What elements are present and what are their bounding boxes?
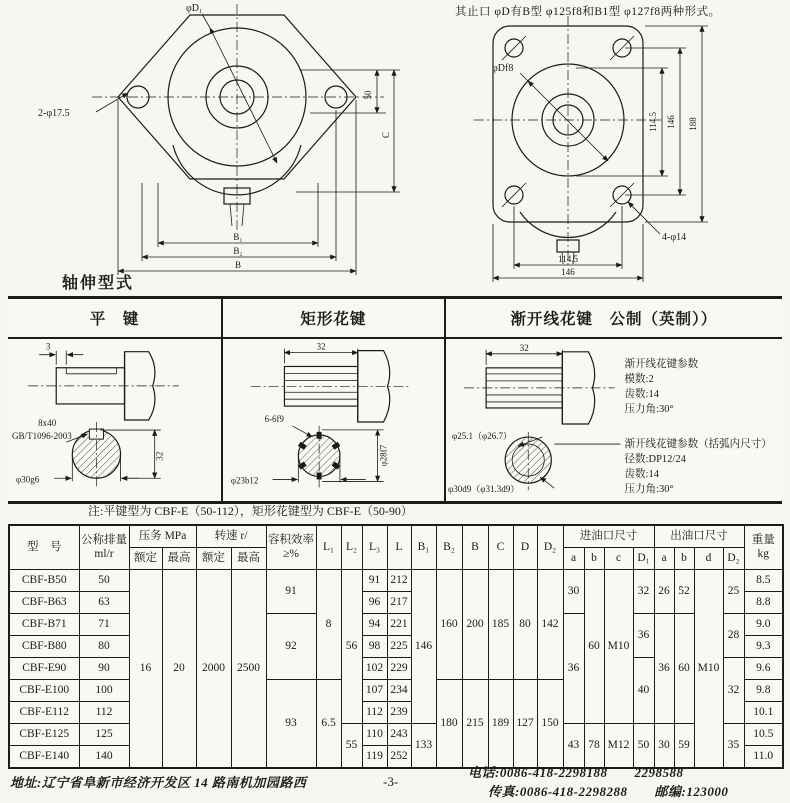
- col-displacement-line2: ml/r: [94, 547, 114, 560]
- table-row: [9, 570, 783, 592]
- weight-cell: 8.8: [744, 592, 783, 614]
- col-weight: [744, 525, 783, 570]
- spec-cell: 30: [654, 724, 674, 769]
- spec-cell: 52: [674, 570, 694, 614]
- spec-table: [8, 524, 784, 769]
- col-L: L: [387, 525, 411, 570]
- spec-cell: 60: [674, 614, 694, 724]
- dim-label-4phi14: 4-φ14: [662, 232, 687, 243]
- col-inlet-b: b: [584, 548, 604, 570]
- col-inlet-c: c: [604, 548, 633, 570]
- dim-50: 50: [363, 90, 373, 100]
- spec-cell: 142: [537, 570, 563, 680]
- dim-3: 3: [45, 341, 51, 352]
- spec-cell: 20: [162, 570, 196, 769]
- model-cell: CBF-E90: [9, 658, 79, 680]
- spec-cell: 239: [387, 702, 411, 724]
- spec-cell: 252: [387, 746, 411, 769]
- col-speed-rated: 额定: [196, 548, 231, 570]
- spec-cell: 146: [411, 570, 436, 724]
- involute-spline-cell: [446, 339, 784, 501]
- header-row-1: [9, 525, 783, 548]
- col-pressure-rated: 额定: [129, 548, 162, 570]
- model-cell: CBF-E112: [9, 702, 79, 724]
- footer-phone: 电话:0086-418-2298188 2298588: [468, 765, 684, 780]
- col-displacement: [79, 525, 129, 570]
- rect-spline-cell: [223, 339, 446, 501]
- spec-cell: 91: [266, 570, 316, 614]
- spec-cell: 215: [462, 680, 488, 769]
- flange-note: 其止口 φD有B型 φ125f8和B1型 φ127f8两种形式。: [455, 6, 721, 18]
- shaft-type-title-rect-spline: 矩形花键: [223, 299, 446, 337]
- col-inlet-a: a: [563, 548, 584, 570]
- col-speed: 转速 r/: [196, 525, 266, 548]
- involute-params-title: 渐开线花键参数: [624, 358, 699, 370]
- col-pressure: 压务 MPa: [129, 525, 196, 548]
- shaft-type-title-flat-key: 平 键: [8, 299, 223, 337]
- pump-flange-view-drawing: [456, 16, 788, 284]
- col-speed-max: 最高: [231, 548, 266, 570]
- dim-phi28f7: φ28f7: [378, 444, 389, 467]
- spec-cell: 102: [362, 658, 387, 680]
- shaft-type-header-row: [8, 299, 782, 339]
- col-C: C: [488, 525, 513, 570]
- col-B: B: [462, 525, 488, 570]
- spec-cell: 96: [362, 592, 387, 614]
- spec-cell: 127: [513, 680, 537, 769]
- model-cell: CBF-E140: [9, 746, 79, 769]
- spec-cell: 30: [563, 570, 584, 614]
- spec-cell: 200: [462, 570, 488, 680]
- dim-B1: B₁: [233, 232, 243, 242]
- dim-C: C: [381, 131, 391, 139]
- spec-cell: 8: [316, 570, 341, 680]
- weight-cell: 10.5: [744, 724, 783, 746]
- spec-cell: 36: [563, 614, 584, 724]
- spec-cell: 107: [362, 680, 387, 702]
- pump-front-view-drawing: [0, 0, 460, 285]
- spec-cell: 94: [362, 614, 387, 636]
- col-model: 型 号: [9, 525, 79, 570]
- footer-address: 地址:辽宁省阜新市经济开发区 14 路南机加园路西: [10, 775, 307, 790]
- dim-label-phiDf8: φDf8: [492, 63, 514, 74]
- model-cell: CBF-B80: [9, 636, 79, 658]
- involute-module: 模数:2: [624, 373, 654, 385]
- dim-114-5-h: 114.5: [558, 254, 578, 264]
- spec-cell: 36: [633, 614, 654, 658]
- spec-cell: 80: [513, 570, 537, 680]
- col-outlet-b: b: [674, 548, 694, 570]
- footer-fax: 传真:0086-418-2298288 邮编:123000: [488, 784, 729, 799]
- dim-label-phiD1: φD₁: [186, 3, 203, 14]
- spec-cell: 112: [79, 702, 129, 724]
- spec-cell: 150: [537, 680, 563, 769]
- col-weight-line1: 重量: [751, 534, 775, 547]
- spec-cell: 40: [633, 658, 654, 724]
- spec-cell: 6.5: [316, 680, 341, 769]
- col-B2: B₂: [436, 525, 462, 570]
- spec-cell: 160: [436, 570, 462, 680]
- involute-teeth: 齿数:14: [624, 388, 659, 400]
- spec-cell: 243: [387, 724, 411, 746]
- spec-cell: 229: [387, 658, 411, 680]
- spec-cell: 71: [79, 614, 129, 636]
- shaft-type-title-involute: 渐开线花键 公制（英制））: [510, 311, 718, 328]
- spec-cell: 43: [563, 724, 584, 769]
- spec-cell: 225: [387, 636, 411, 658]
- spec-cell: 119: [362, 746, 387, 769]
- col-L2: L₂: [341, 525, 362, 570]
- involute-pressure-angle2: 压力角:30°: [624, 484, 674, 496]
- spec-cell: 56: [341, 570, 362, 724]
- weight-cell: 8.5: [744, 570, 783, 592]
- spec-cell: 90: [79, 658, 129, 680]
- shaft-type-drawing-row: [8, 339, 782, 501]
- spec-cell: 55: [341, 724, 362, 769]
- involute-params2-title: 渐开线花键参数（括弧内尺寸）: [624, 439, 772, 451]
- col-pressure-max: 最高: [162, 548, 196, 570]
- col-inlet-group: 进油口尺寸: [563, 525, 654, 548]
- spec-cell: 212: [387, 570, 411, 592]
- spec-cell: 140: [79, 746, 129, 769]
- dim-phi25-1: φ25.1（φ26.7）: [452, 431, 513, 442]
- spec-cell: 36: [654, 614, 674, 724]
- spec-cell: M10: [604, 570, 633, 724]
- col-efficiency-line1: 容积效率: [268, 534, 315, 547]
- spec-cell: 91: [362, 570, 387, 592]
- weight-cell: 9.6: [744, 658, 783, 680]
- table-row: [9, 614, 783, 636]
- spec-cell: 59: [674, 724, 694, 769]
- spec-cell: 217: [387, 592, 411, 614]
- spec-cell: 92: [266, 614, 316, 680]
- spec-cell: 133: [411, 724, 436, 769]
- spec-cell: 234: [387, 680, 411, 702]
- col-inlet-D1: D₁: [633, 548, 654, 570]
- key-spec-standard: GB/T1096-2003: [12, 431, 72, 442]
- involute-dp: 径数:DP12/24: [624, 454, 686, 466]
- spec-cell: 32: [633, 570, 654, 614]
- dim-32-flat: 32: [154, 451, 165, 461]
- dim-188-v: 188: [688, 117, 698, 131]
- spec-cell: 180: [436, 680, 462, 769]
- model-cell: CBF-B71: [9, 614, 79, 636]
- spec-cell: 50: [79, 570, 129, 592]
- col-weight-line2: kg: [757, 547, 770, 560]
- dim-B: B: [234, 260, 242, 270]
- col-outlet-D2: D₂: [723, 548, 744, 570]
- table-row: [9, 724, 783, 746]
- dim-B2: B₂: [233, 246, 243, 256]
- col-outlet-a: a: [654, 548, 674, 570]
- dim-146-v: 146: [666, 115, 676, 129]
- model-cell: CBF-B63: [9, 592, 79, 614]
- flat-key-drawing: [8, 339, 221, 499]
- spec-cell: 28: [723, 614, 744, 658]
- involute-pressure-angle: 压力角:30°: [624, 403, 674, 415]
- spec-cell: 16: [129, 570, 162, 769]
- spec-cell: 63: [79, 592, 129, 614]
- key-spec-size: 8x40: [38, 418, 57, 429]
- spec-cell: 60: [584, 570, 604, 724]
- weight-cell: 9.0: [744, 614, 783, 636]
- spec-cell: 112: [362, 702, 387, 724]
- col-B1: B₁: [411, 525, 436, 570]
- spec-cell: 35: [723, 724, 744, 769]
- spec-cell: 185: [488, 570, 513, 680]
- weight-cell: 9.3: [744, 636, 783, 658]
- spec-cell: M10: [694, 570, 723, 769]
- model-cell: CBF-E125: [9, 724, 79, 746]
- spec-cell: M12: [604, 724, 633, 769]
- shaft-type-note: 注:平键型为 CBF-E（50-112），矩形花键型为 CBF-E（50-90）: [88, 504, 413, 518]
- col-outlet-group: 出油口尺寸: [654, 525, 744, 548]
- spec-cell: 100: [79, 680, 129, 702]
- involute-spline-drawing: [446, 339, 784, 499]
- col-D: D: [513, 525, 537, 570]
- spec-cell: 25: [723, 570, 744, 614]
- rect-spline-drawing: [223, 339, 444, 499]
- flat-key-cell: [8, 339, 223, 501]
- dim-114-5-v: 114.5: [648, 112, 658, 132]
- col-D2: D₂: [537, 525, 563, 570]
- page-number: -3-: [383, 774, 399, 789]
- col-efficiency: [266, 525, 316, 570]
- spec-cell: 80: [79, 636, 129, 658]
- spec-cell: 110: [362, 724, 387, 746]
- spec-cell: 2500: [231, 570, 266, 769]
- dim-32-involute: 32: [519, 342, 529, 353]
- weight-cell: 9.8: [744, 680, 783, 702]
- shaft-type-table: [8, 296, 782, 504]
- dim-label-2phi17: 2-φ17.5: [38, 108, 70, 119]
- spec-cell: 98: [362, 636, 387, 658]
- model-cell: CBF-E100: [9, 680, 79, 702]
- shaft-section-heading: 轴伸型式: [62, 275, 135, 292]
- spec-cell: 26: [654, 570, 674, 614]
- col-L3: L₃: [362, 525, 387, 570]
- col-L1: L₁: [316, 525, 341, 570]
- dim-146-h: 146: [561, 267, 575, 277]
- dim-phi30g6: φ30g6: [16, 474, 40, 485]
- spec-cell: 125: [79, 724, 129, 746]
- model-cell: CBF-B50: [9, 570, 79, 592]
- dim-phi30d9: φ30d9（φ31.3d9）: [448, 484, 520, 495]
- col-displacement-line1: 公称排量: [81, 534, 127, 547]
- spec-cell: 93: [266, 680, 316, 769]
- col-efficiency-line2: ≥%: [283, 547, 299, 560]
- spec-cell: 78: [584, 724, 604, 769]
- weight-cell: 10.1: [744, 702, 783, 724]
- spec-cell: 221: [387, 614, 411, 636]
- spec-cell: 189: [488, 680, 513, 769]
- dim-phi23b12: φ23b12: [230, 475, 259, 486]
- involute-teeth2: 齿数:14: [624, 469, 659, 481]
- weight-cell: 11.0: [744, 746, 783, 769]
- col-outlet-d: d: [694, 548, 723, 570]
- spline-teeth-spec: 6-6f9: [264, 413, 284, 424]
- spec-cell: 2000: [196, 570, 231, 769]
- spec-cell: 32: [723, 658, 744, 724]
- dim-32-rect: 32: [316, 341, 326, 352]
- spec-cell: 50: [633, 724, 654, 769]
